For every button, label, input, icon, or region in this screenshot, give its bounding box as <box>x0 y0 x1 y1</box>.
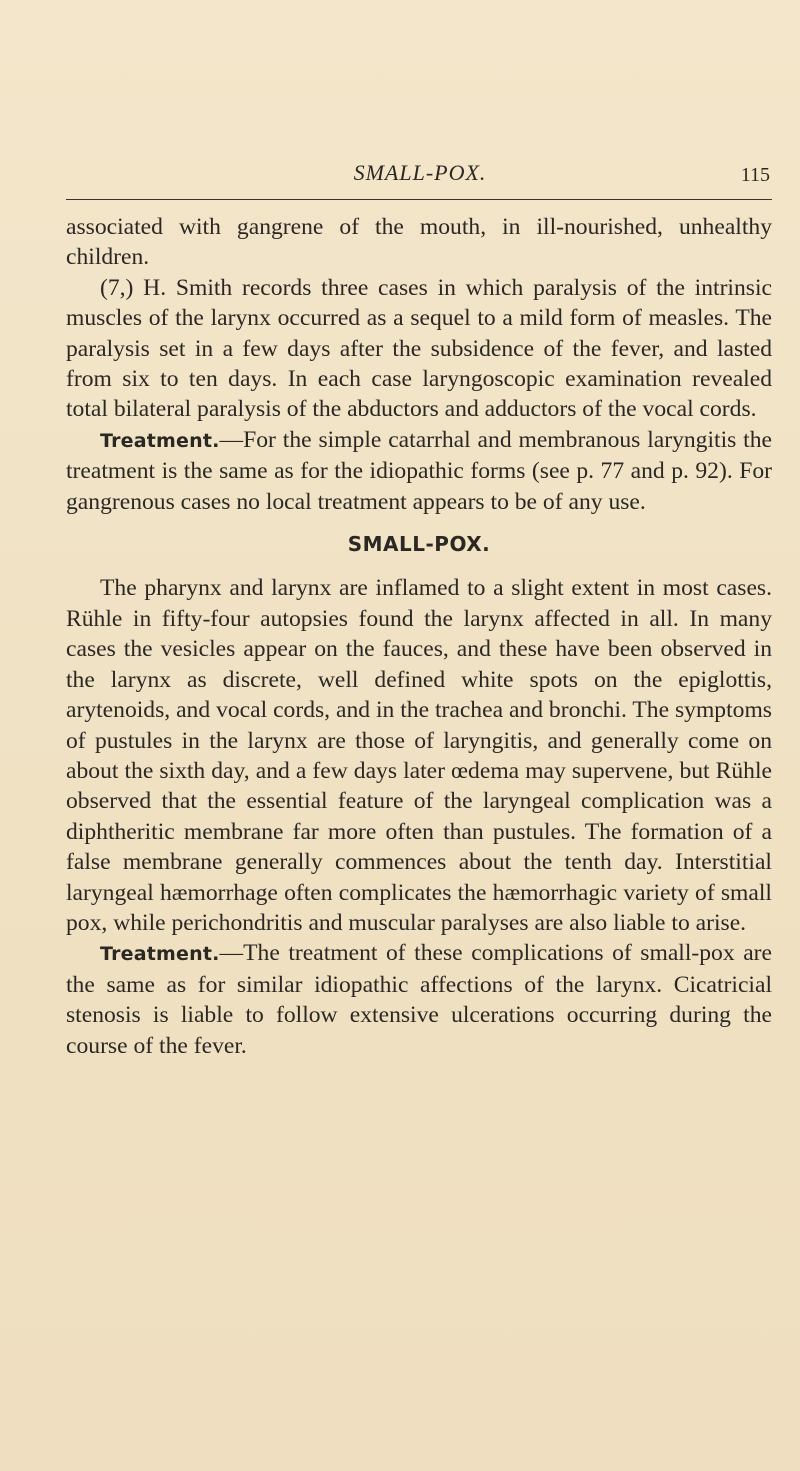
running-head: SMALL-POX. <box>353 160 487 185</box>
header-rule <box>66 199 772 200</box>
page-number: 115 <box>740 164 770 186</box>
paragraph-4: The pharynx and larynx are inflamed to a slight extent in most cases. Rühle in fifty-four autopsies found the larynx affected in all. In many cases the vesicles appear on the fauces, and these have been observed in the larynx as discrete, well defined white spots on the epiglottis, arytenoids, and vocal cords, and in the trachea and bronchi. The symptoms of pustules in the larynx are those of laryngitis, and generally come on about the sixth day, and a few days later œdema may supervene, but Rühle observed that the essential feature of the laryngeal complication was a diphtheritic membrane far more often than pustules. The formation of a false membrane generally commences about the tenth day. Interstitial laryngeal hæmorrhage often complicates the hæmorrhagic variety of small pox, while perichondritis and muscular paralyses are also liable to arise. <box>66 575 772 936</box>
paragraph-5 <box>66 938 772 1061</box>
paragraph-5-text: —The treatment of these complications of small-pox are the same as for similar idiopathic affections of the larynx. Cicatricial stenosis is liable to follow extensive ulcerations occurring during the course of the fever. <box>66 940 772 1059</box>
paragraph-1: associated with gangrene of the mouth, in ill-nourished, unhealthy children. <box>66 214 772 271</box>
treatment-label: Treatment. <box>100 943 220 966</box>
treatment-label: Treatment. <box>100 429 220 452</box>
paragraph-2: (7,) H. Smith records three cases in which paralysis of the intrinsic muscles of the larynx occurred as a sequel to a mild form of measles. The paralysis set in a few days after the subsidence of the fever, and lasted from six to ten days. In each case laryngoscopic examination revealed total bilateral paralysis of the abductors and adductors of the vocal cords. <box>66 274 772 423</box>
page-header <box>70 160 770 190</box>
body-text <box>66 212 772 1061</box>
paragraph-3 <box>66 425 772 517</box>
section-heading: SMALL-POX. <box>347 532 491 557</box>
paragraph-3-text: —For the simple catarrhal and membranous laryngitis the treatment is the same as for the idiopathic forms (see p. 77 and p. 92). For gangrenous cases no local treatment appears to be of any use. <box>66 426 772 515</box>
